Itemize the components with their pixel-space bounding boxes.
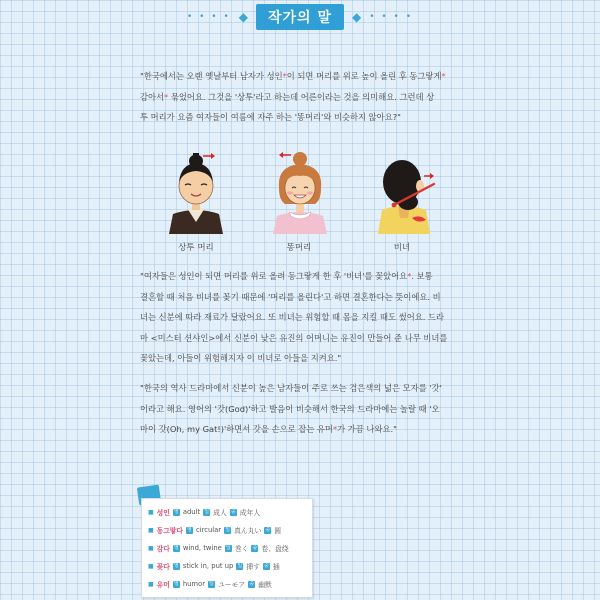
english-tag-icon: 영 <box>173 544 179 551</box>
vocabulary-card <box>141 498 313 598</box>
bun-woman-illustration <box>265 146 335 236</box>
japanese-tag-icon: 일 <box>225 526 231 533</box>
english-tag-icon: 영 <box>173 580 179 587</box>
bullet-icon: ■ <box>148 508 154 516</box>
english-tag-icon: 영 <box>173 562 179 569</box>
vocab-english: adult <box>182 508 201 516</box>
japanese-tag-icon: 일 <box>209 580 214 587</box>
caption-binyeo: 비녀 <box>393 243 411 253</box>
vocab-japanese: 真ん丸い <box>234 527 262 535</box>
title-dots-left: • • • • <box>186 12 231 22</box>
title-bar <box>0 4 600 30</box>
caption-sangtu: 상투 머리 <box>178 243 214 253</box>
paragraph-line: 마 <미스터 션샤인>에서 신분이 낮은 유진의 어머니는 유진이 만들어 준 나무 비녀를 <box>140 332 448 343</box>
diamond-icon: ◆ <box>238 10 248 24</box>
bullet-icon: ■ <box>148 580 154 588</box>
footnote-star-icon: * <box>332 424 338 434</box>
footnote-star-icon: * <box>164 91 169 102</box>
paragraph-line: 투 머리가 요즘 여자들이 여름에 자주 하는 '똥머리'와 비슷하지 않아요?" <box>140 112 401 122</box>
paragraph-line: "한국의 역사 드라마에서 신분이 높은 남자들이 주로 쓰는 검은색의 넓은 모자를 '갓' <box>140 383 442 393</box>
english-tag-icon: 영 <box>187 526 192 533</box>
footnote-star-icon: * <box>282 71 287 81</box>
chinese-tag-icon: 중 <box>265 526 271 533</box>
vocab-japanese: 挿す <box>246 563 260 571</box>
paragraph-line: "한국에서는 오랜 옛날부터 남자가 성인*이 되면 머리를 위로 높이 올린 후 동그랗게* <box>140 71 446 81</box>
vocab-chinese: 成年人 <box>239 509 261 517</box>
vocab-japanese: 巻く <box>234 545 249 553</box>
english-tag-icon: 영 <box>173 508 179 515</box>
page-title: 작가의 말 <box>256 4 344 30</box>
vocab-english: wind, twine <box>182 544 222 552</box>
binyeo-woman-illustration <box>368 146 440 236</box>
paragraph-line: 마이 갓(Oh, my Gat!)'하면서 갓을 손으로 잡는 유머*가 가끔 나와요." <box>140 424 397 434</box>
japanese-tag-icon: 일 <box>237 562 243 569</box>
paragraph-line: 꽂았는데, 아들이 위험해지자 이 비녀로 아들을 지켜요." <box>140 353 342 363</box>
vocab-english: circular <box>195 526 222 534</box>
vocab-row <box>148 507 260 517</box>
footnote-star-icon: * <box>407 271 412 281</box>
bullet-icon: ■ <box>148 562 154 570</box>
paragraph-line: 이라고 해요. 영어의 '갓(God)'하고 발음이 비슷해서 한국의 드라마에는 놀랄 때 '오 <box>140 403 440 414</box>
paragraph-sangtu <box>140 66 450 128</box>
japanese-tag-icon: 일 <box>204 508 210 515</box>
chinese-tag-icon: 중 <box>264 562 269 569</box>
vocab-japanese: 成人 <box>213 509 227 517</box>
vocab-word: 성인 <box>156 509 170 517</box>
vocab-chinese: 幽默 <box>258 581 272 589</box>
title-dots-right: • • • • <box>369 12 414 22</box>
vocab-word: 동그랗다 <box>156 527 183 535</box>
caption-bun: 똥머리 <box>286 243 312 253</box>
chinese-tag-icon: 중 <box>230 508 236 515</box>
vocab-chinese: 卷、盘绕 <box>261 545 289 553</box>
vocab-english: stick in, put up <box>182 562 234 570</box>
chinese-tag-icon: 중 <box>249 580 255 587</box>
paragraph-line: 감아서* 묶었어요. 그것을 '상투'라고 하는데 어른이라는 것을 의미해요. 그런데 상 <box>140 91 435 102</box>
vocab-row <box>148 579 272 589</box>
paragraph-line: 결혼할 때 처음 비녀를 꽂기 때문에 '머리를 올린다'고 하면 결혼한다는 뜻이에요. 비 <box>140 291 441 302</box>
japanese-tag-icon: 일 <box>225 544 231 551</box>
bullet-icon: ■ <box>148 526 154 534</box>
paragraph-line: "여자들은 성인이 되면 머리를 위로 올려 동그랗게 한 후 '비녀'를 꽂았어요*. 보통 <box>140 271 433 281</box>
vocab-row <box>148 543 289 553</box>
diamond-icon: ◆ <box>351 10 362 24</box>
paragraph-line: 녀는 신분에 따라 재료가 달랐어요. 또 비녀는 위험할 때 몸을 지킬 때도 썼어요. 드라 <box>140 312 445 322</box>
vocab-word: 유머 <box>156 581 170 589</box>
sangtu-man-illustration <box>163 148 229 236</box>
vocab-japanese: ユーモア <box>218 581 246 589</box>
vocab-row <box>148 525 281 535</box>
chinese-tag-icon: 중 <box>252 544 258 551</box>
vocab-word: 꽂다 <box>156 563 170 571</box>
vocab-row <box>148 561 280 571</box>
vocab-chinese: 圆 <box>274 527 282 535</box>
bullet-icon: ■ <box>148 544 154 552</box>
vocab-chinese: 插 <box>272 563 280 571</box>
paragraph-gat <box>140 378 450 440</box>
vocab-english: humor <box>182 580 206 588</box>
footnote-star-icon: * <box>441 71 446 81</box>
vocab-word: 감다 <box>156 545 170 553</box>
paragraph-binyeo <box>140 266 450 369</box>
